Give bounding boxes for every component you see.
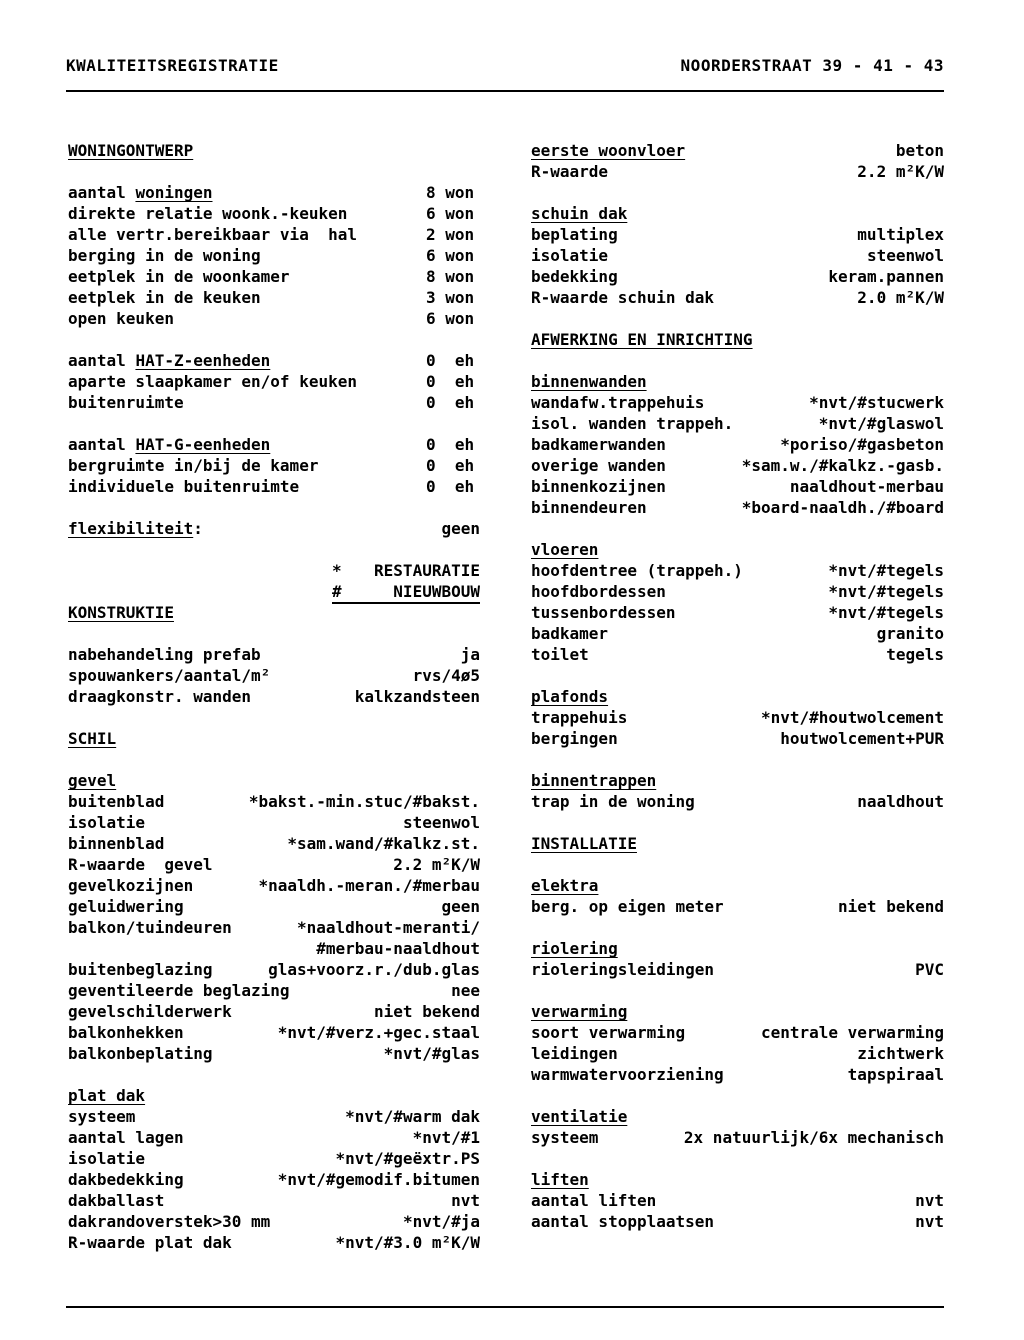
item-value: *nvt/#verz.+gec.staal: [277, 1023, 480, 1042]
item-value: *nvt/#glaswol: [818, 414, 944, 433]
item-label: isolatie: [531, 246, 609, 265]
woningontwerp-heading: WONINGONTWERP: [68, 141, 194, 160]
item-label: R-waarde plat dak: [68, 1233, 232, 1252]
list-item: [68, 1190, 480, 1211]
list-item: [531, 140, 944, 161]
item-value: 3 won: [426, 288, 475, 307]
item-label: buitenblad: [68, 792, 165, 811]
list-item: [531, 1064, 944, 1085]
item-value: tapspiraal: [847, 1065, 944, 1084]
item-value: niet bekend: [838, 897, 944, 916]
list-item: [68, 833, 480, 854]
schil-heading: SCHIL: [68, 729, 117, 748]
list-item: [68, 686, 480, 707]
list-item: [531, 707, 944, 728]
item-label: buitenruimte: [68, 393, 184, 412]
item-value: *nvt/#tegels: [828, 582, 944, 601]
item-value: steenwol: [402, 813, 480, 832]
item-label: spouwankers/aantal/m²: [68, 666, 271, 685]
list-item: [531, 560, 944, 581]
list-item: [68, 455, 480, 476]
item-value: zichtwerk: [857, 1044, 944, 1063]
item-value: *poriso/#gasbeton: [780, 435, 944, 454]
item-value: 0 eh: [426, 435, 475, 454]
list-item: [68, 959, 480, 980]
item-value: *naaldhout-meranti/: [296, 918, 480, 937]
afwerking-heading: AFWERKING EN INRICHTING: [531, 330, 753, 349]
list-item: [531, 623, 944, 644]
list-item: [531, 476, 944, 497]
item-label: hoofdbordessen: [531, 582, 666, 601]
item-value: nvt: [915, 1212, 944, 1231]
item-value: nee: [451, 981, 480, 1000]
legend-restauratie: * RESTAURATIE: [332, 561, 480, 580]
item-value: 2.2 m²K/W: [393, 855, 480, 874]
item-value: 0 eh: [426, 351, 475, 370]
item-label: leidingen: [531, 1044, 618, 1063]
item-label: tussenbordessen: [531, 603, 676, 622]
item-label: binnenblad: [68, 834, 165, 853]
item-label: dakrandoverstek>30 mm: [68, 1212, 271, 1231]
gevel-heading: gevel: [68, 771, 117, 790]
item-label: aantal lagen: [68, 1128, 184, 1147]
item-value: 2 won: [426, 225, 475, 244]
list-item: [68, 875, 480, 896]
item-label: balkonbeplating: [68, 1044, 213, 1063]
item-label: aantal liften: [531, 1191, 657, 1210]
list-item: [68, 434, 480, 455]
item-value: glas+voorz.r./dub.glas: [268, 960, 480, 979]
item-value: *nvt/#glas: [383, 1044, 480, 1063]
list-item: [531, 1211, 944, 1232]
top-rule: [66, 90, 944, 92]
item-value: nvt: [915, 1191, 944, 1210]
item-value: *nvt/#tegels: [828, 603, 944, 622]
item-value: *nvt/#gemodif.bitumen: [277, 1170, 480, 1189]
item-label: eetplek in de keuken: [68, 288, 261, 307]
list-item: [68, 1106, 480, 1127]
list-item: [531, 644, 944, 665]
item-value: *nvt/#ja: [402, 1212, 480, 1231]
list-item: [68, 1148, 480, 1169]
item-label: aantal woningen: [68, 183, 213, 202]
item-label: bergingen: [531, 729, 618, 748]
item-label: berging in de woning: [68, 246, 261, 265]
list-item: [531, 245, 944, 266]
binnenwanden-heading: binnenwanden: [531, 372, 647, 391]
item-value: multiplex: [857, 225, 944, 244]
item-label: nabehandeling prefab: [68, 645, 261, 664]
item-label: bedekking: [531, 267, 618, 286]
item-value: niet bekend: [374, 1002, 480, 1021]
item-value: *bakst.-min.stuc/#bakst.: [248, 792, 480, 811]
list-item: [68, 1127, 480, 1148]
item-value: granito: [876, 624, 944, 643]
list-item: [68, 980, 480, 1001]
list-item: [531, 602, 944, 623]
list-item: [531, 1043, 944, 1064]
item-value: *nvt/#1: [412, 1128, 480, 1147]
item-label: beplating: [531, 225, 618, 244]
konstruktie-heading: KONSTRUKTIE: [68, 603, 174, 622]
item-value: *board-naaldh./#board: [741, 498, 944, 517]
hat-g-section: [68, 434, 480, 497]
item-label: geluidwering: [68, 897, 184, 916]
item-label: eetplek in de woonkamer: [68, 267, 290, 286]
item-value: 6 won: [426, 309, 475, 328]
item-value: *nvt/#houtwolcement: [760, 708, 944, 727]
item-label: individuele buitenruimte: [68, 477, 300, 496]
page-header: [66, 56, 944, 78]
item-value: naaldhout: [857, 792, 944, 811]
list-item: [68, 182, 480, 203]
list-item: [68, 224, 480, 245]
list-item: [531, 434, 944, 455]
item-value: houtwolcement+PUR: [780, 729, 944, 748]
item-value: 6 won: [426, 246, 475, 265]
item-label: rioleringsleidingen: [531, 960, 715, 979]
verwarming-heading: verwarming: [531, 1002, 628, 1021]
item-label: warmwatervoorziening: [531, 1065, 724, 1084]
list-item: [531, 791, 944, 812]
list-item: [68, 1001, 480, 1022]
item-value: tegels: [886, 645, 944, 664]
schuindak-heading: schuin dak: [531, 204, 628, 223]
list-item: [68, 665, 480, 686]
list-item: [68, 812, 480, 833]
item-label: wandafw.trappehuis: [531, 393, 705, 412]
platdak-heading: plat dak: [68, 1086, 146, 1105]
address: NOORDERSTRAAT 39 - 41 - 43: [680, 56, 944, 75]
item-label: geventileerde beglazing: [68, 981, 290, 1000]
item-value: *sam.w./#kalkz.-gasb.: [741, 456, 944, 475]
flexibiliteit-value: geen: [441, 519, 480, 538]
item-value: ja: [460, 645, 480, 664]
item-label: toilet: [531, 645, 589, 664]
list-item: [68, 371, 480, 392]
list-item: [68, 266, 480, 287]
riolering-heading: riolering: [531, 939, 618, 958]
hat-z-section: [68, 350, 480, 413]
item-value: 2.0 m²K/W: [857, 288, 944, 307]
item-value: *sam.wand/#kalkz.st.: [287, 834, 480, 853]
item-value: kalkzandsteen: [354, 687, 480, 706]
list-item: [68, 308, 480, 329]
item-label: gevelkozijnen: [68, 876, 194, 895]
item-value: centrale verwarming: [760, 1023, 944, 1042]
list-item: [68, 644, 480, 665]
document-title: KWALITEITSREGISTRATIE: [66, 56, 279, 75]
list-item: [531, 1127, 944, 1148]
list-item: [68, 854, 480, 875]
list-item: [68, 917, 480, 938]
item-label: R-waarde: [531, 162, 609, 181]
item-value: *nvt/#tegels: [828, 561, 944, 580]
list-item: [531, 413, 944, 434]
list-item: [68, 245, 480, 266]
item-value: naaldhout-merbau: [789, 477, 944, 496]
item-label: badkamer: [531, 624, 609, 643]
list-item: [68, 896, 480, 917]
item-label: dakballast: [68, 1191, 165, 1210]
list-item: [68, 1043, 480, 1064]
list-item: [531, 161, 944, 182]
elektra-heading: elektra: [531, 876, 599, 895]
item-value: steenwol: [866, 246, 944, 265]
gevel-section: [68, 791, 480, 1064]
list-item: [531, 581, 944, 602]
item-label: aantal stopplaatsen: [531, 1212, 715, 1231]
list-item: [68, 203, 480, 224]
list-item: [531, 896, 944, 917]
ventilatie-heading: ventilatie: [531, 1107, 628, 1126]
item-label: badkamerwanden: [531, 435, 666, 454]
item-label: direkte relatie woonk.-keuken: [68, 204, 348, 223]
item-label: draagkonstr. wanden: [68, 687, 252, 706]
liften-heading: liften: [531, 1170, 589, 1189]
item-value: 8 won: [426, 267, 475, 286]
list-item: [68, 938, 480, 959]
list-item: [68, 1232, 480, 1253]
item-label: binnenkozijnen: [531, 477, 666, 496]
item-label: systeem: [531, 1128, 599, 1147]
list-item: [531, 266, 944, 287]
item-value: *nvt/#warm dak: [345, 1107, 480, 1126]
list-item: [68, 476, 480, 497]
item-label: binnendeuren: [531, 498, 647, 517]
item-label: aantal HAT-Z-eenheden: [68, 351, 271, 370]
right-column: [531, 140, 944, 1232]
flexibiliteit-colon: :: [193, 519, 203, 538]
vloeren-heading: vloeren: [531, 540, 599, 559]
item-value: nvt: [451, 1191, 480, 1210]
list-item: [68, 1022, 480, 1043]
woonvloer-heading: eerste woonvloer: [531, 141, 686, 160]
list-item: [68, 791, 480, 812]
item-label: open keuken: [68, 309, 174, 328]
bottom-rule: [66, 1306, 944, 1308]
item-value: 0 eh: [426, 456, 475, 475]
list-item: [68, 1211, 480, 1232]
item-value: #merbau-naaldhout: [316, 939, 480, 958]
list-item: [531, 1022, 944, 1043]
item-value: geen: [441, 897, 480, 916]
item-value: 2.2 m²K/W: [857, 162, 944, 181]
list-item: [531, 1190, 944, 1211]
list-item: [531, 497, 944, 518]
item-label: overige wanden: [531, 456, 666, 475]
item-label: hoofdentree (trappeh.): [531, 561, 743, 580]
list-item: [68, 1169, 480, 1190]
item-value: 0 eh: [426, 393, 475, 412]
item-value: keram.pannen: [828, 267, 944, 286]
item-value: 8 won: [426, 183, 475, 202]
list-item: [68, 392, 480, 413]
item-label: systeem: [68, 1107, 136, 1126]
item-label: balkon/tuindeuren: [68, 918, 232, 937]
item-value: *nvt/#geëxtr.PS: [335, 1149, 480, 1168]
item-value: 0 eh: [426, 477, 475, 496]
item-label: buitenbeglazing: [68, 960, 213, 979]
item-label: R-waarde gevel: [68, 855, 213, 874]
binnentrappen-heading: binnentrappen: [531, 771, 657, 790]
item-value: 6 won: [426, 204, 475, 223]
plafonds-heading: plafonds: [531, 687, 609, 706]
item-value: *naaldh.-meran./#merbau: [258, 876, 480, 895]
item-label: berg. op eigen meter: [531, 897, 724, 916]
item-label: dakbedekking: [68, 1170, 184, 1189]
item-label: trap in de woning: [531, 792, 695, 811]
item-label: aparte slaapkamer en/of keuken: [68, 372, 357, 391]
list-item: [531, 224, 944, 245]
woningontwerp-section: [68, 182, 480, 329]
item-value: rvs/4ø5: [412, 666, 480, 685]
item-label: aantal HAT-G-eenheden: [68, 435, 271, 454]
konstruktie-section: [68, 644, 480, 707]
item-value: beton: [895, 141, 944, 160]
list-item: [68, 350, 480, 371]
list-item: [531, 728, 944, 749]
list-item: [68, 287, 480, 308]
item-label: balkonhekken: [68, 1023, 184, 1042]
item-label: soort verwarming: [531, 1023, 686, 1042]
flexibiliteit-row: [68, 518, 480, 539]
item-label: trappehuis: [531, 708, 628, 727]
list-item: [531, 959, 944, 980]
item-value: 0 eh: [426, 372, 475, 391]
platdak-section: [68, 1106, 480, 1253]
item-value: *nvt/#3.0 m²K/W: [335, 1233, 480, 1252]
item-label: gevelschilderwerk: [68, 1002, 232, 1021]
flexibiliteit-label: flexibiliteit: [68, 519, 194, 538]
item-value: *nvt/#stucwerk: [809, 393, 944, 412]
legend: [68, 560, 480, 602]
item-value: PVC: [915, 960, 944, 979]
installatie-heading: INSTALLATIE: [531, 834, 637, 853]
left-column: [68, 140, 480, 1253]
item-label: bergruimte in/bij de kamer: [68, 456, 319, 475]
item-label: alle vertr.bereikbaar via hal: [68, 225, 357, 244]
item-value: 2x natuurlijk/6x mechanisch: [683, 1128, 944, 1147]
list-item: [531, 455, 944, 476]
list-item: [531, 287, 944, 308]
item-label: isolatie: [68, 813, 146, 832]
legend-nieuwbouw: # NIEUWBOUW: [332, 581, 480, 604]
item-label: R-waarde schuin dak: [531, 288, 715, 307]
list-item: [531, 392, 944, 413]
item-label: isol. wanden trappeh.: [531, 414, 734, 433]
item-label: isolatie: [68, 1149, 146, 1168]
